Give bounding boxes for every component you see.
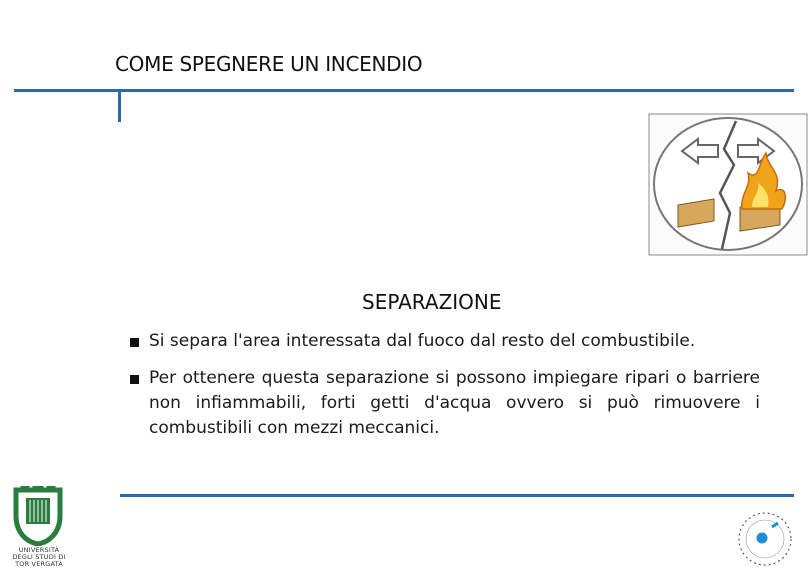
bullet-list (130, 329, 760, 453)
bullet-square-icon (130, 375, 139, 384)
title-rule-tick (118, 92, 121, 122)
fire-separation-sign-icon (648, 113, 808, 256)
bullet-text: Si separa l'area interessata dal fuoco dal resto del combustibile. (149, 331, 696, 351)
university-label: UNIVERSITÀ DEGLI STUDI DI TOR VERGATA (12, 546, 66, 568)
bullet-square-icon (130, 338, 139, 347)
section-subtitle: SEPARAZIONE (362, 290, 502, 314)
title-rule (14, 89, 794, 92)
institute-seal-icon (728, 505, 802, 567)
footer-rule (120, 494, 794, 497)
bullet-item (130, 329, 760, 354)
bullet-item (130, 366, 760, 441)
slide-title: COME SPEGNERE UN INCENDIO (115, 52, 423, 76)
bullet-text: Per ottenere questa separazione si possono impiegare ripari o barriere non infiammabili, forti getti d'acqua ovvero si può rimuovere i combustibili con mezzi meccanici. (149, 368, 760, 438)
